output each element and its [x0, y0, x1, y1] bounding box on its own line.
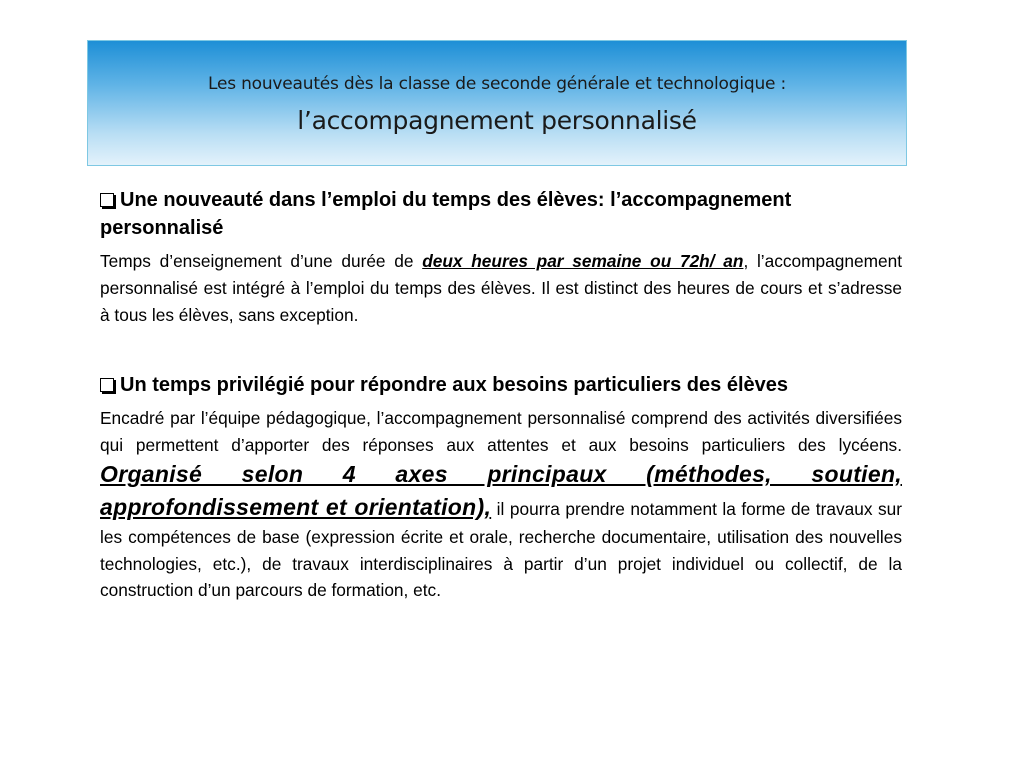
- section-2-paragraph: [100, 405, 902, 604]
- section-1-heading-text: Une nouveauté dans l’emploi du temps des élèves: l’accompagnement personnalisé: [100, 189, 792, 239]
- slide-content: [100, 186, 902, 604]
- section-2-heading: [100, 371, 902, 399]
- section-1-heading: [100, 186, 902, 242]
- section-2-heading-text: Un temps privilégié pour répondre aux besoins particuliers des élèves: [120, 374, 788, 396]
- section-1-text-before: Temps d’enseignement d’une durée de: [100, 251, 423, 271]
- section-new-schedule: [100, 186, 902, 329]
- title-line-2: l’accompagnement personnalisé: [297, 106, 697, 135]
- checkbox-bullet-icon: [100, 193, 114, 207]
- section-1-paragraph: [100, 248, 902, 329]
- title-box: [87, 40, 907, 166]
- section-1-emphasis: deux heures par semaine ou 72h/ an: [422, 251, 744, 271]
- section-1-text-after: , l’accompagnement personnalisé est intégré à l’emploi du temps des élèves. Il est distinct des heures de cours et s’adresse à tous les élèves, sans exception.: [100, 251, 903, 325]
- section-particular-needs: [100, 371, 902, 604]
- checkbox-bullet-icon: [100, 378, 114, 392]
- section-2-text-before: Encadré par l’équipe pédagogique, l’accompagnement personnalisé comprend des activités diversifiées qui permettent d’apporter des réponses aux attentes et aux besoins particuliers des lycéens.: [100, 408, 902, 455]
- section-2-emphasis: Organisé selon 4 axes principaux (méthodes, soutien, approfondissement et orientation),: [100, 461, 902, 520]
- title-line-1: Les nouveautés dès la classe de seconde générale et technologique :: [207, 74, 787, 94]
- section-2-text-after: il pourra prendre notamment la forme de travaux sur les compétences de base (expression écrite et orale, recherche documentaire, utilisation des nouvelles technologies, etc.), de travaux interdisciplinaires à partir d’un projet individuel ou collectif, de la construction d’un parcours de formation, etc.: [100, 499, 902, 600]
